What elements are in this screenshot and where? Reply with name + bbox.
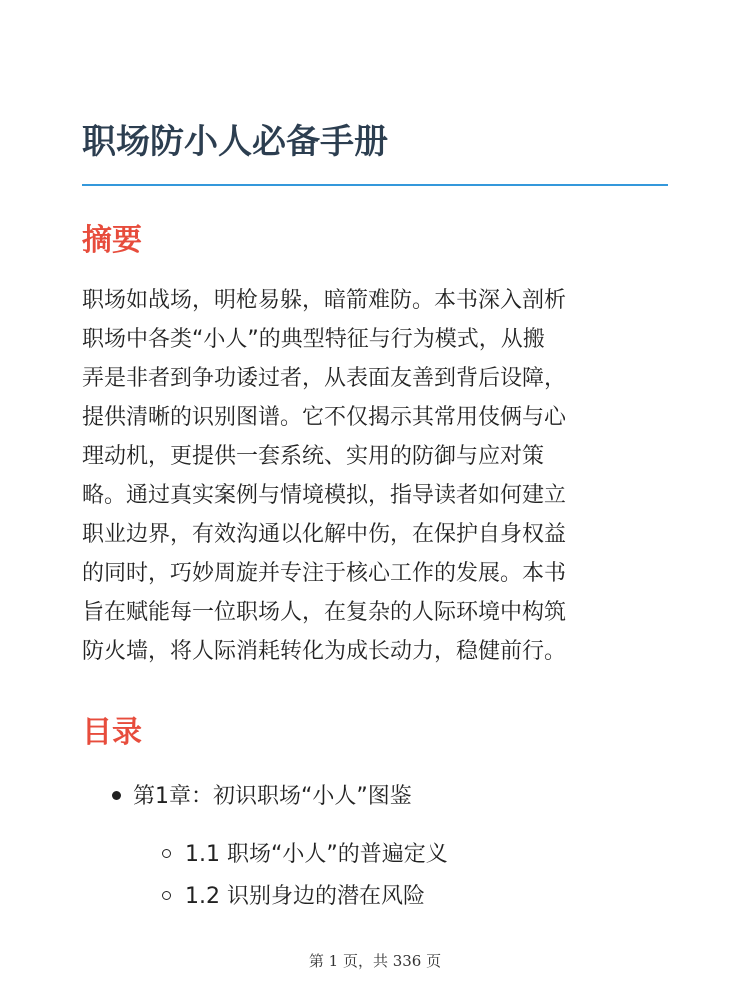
title-divider (82, 184, 668, 186)
abstract-line: 旨在赋能每一位职场人，在复杂的人际环境中构筑 (82, 600, 567, 625)
toc-heading: 目录 (82, 715, 142, 750)
abstract-line: 弄是非者到争功诿过者，从表面友善到背后设障， (82, 366, 567, 391)
circle-bullet-icon (162, 891, 171, 900)
abstract-heading: 摘要 (82, 223, 142, 258)
abstract-line: 理动机，更提供一套系统、实用的防御与应对策 (82, 444, 545, 469)
toc-section-item[interactable] (162, 835, 448, 875)
abstract-paragraph (82, 281, 672, 671)
abstract-line: 职场如战场，明枪易躲，暗箭难防。本书深入剖析 (82, 288, 567, 313)
bullet-icon (112, 791, 121, 800)
toc-chapter-label: 第1章：初识职场“小人”图鉴 (133, 784, 412, 809)
page-number-footer: 第 1 页，共 336 页 (308, 952, 442, 970)
abstract-line: 提供清晰的识别图谱。它不仅揭示其常用伎俩与心 (82, 405, 567, 430)
circle-bullet-icon (162, 849, 171, 858)
toc-section-label: 1.2 识别身边的潜在风险 (185, 884, 425, 909)
abstract-line: 的同时，巧妙周旋并专注于核心工作的发展。本书 (82, 561, 567, 586)
page-title: 职场防小人必备手册 (82, 122, 388, 162)
toc-section-label: 1.1 职场“小人”的普遍定义 (185, 842, 448, 867)
toc-section-item[interactable] (162, 877, 425, 917)
abstract-line: 略。通过真实案例与情境模拟，指导读者如何建立 (82, 483, 567, 508)
toc-chapter-item[interactable] (112, 777, 412, 817)
abstract-line: 防火墙，将人际消耗转化为成长动力，稳健前行。 (82, 639, 567, 664)
abstract-line: 职业边界，有效沟通以化解中伤，在保护自身权益 (82, 522, 567, 547)
abstract-line: 职场中各类“小人”的典型特征与行为模式，从搬 (82, 327, 545, 352)
